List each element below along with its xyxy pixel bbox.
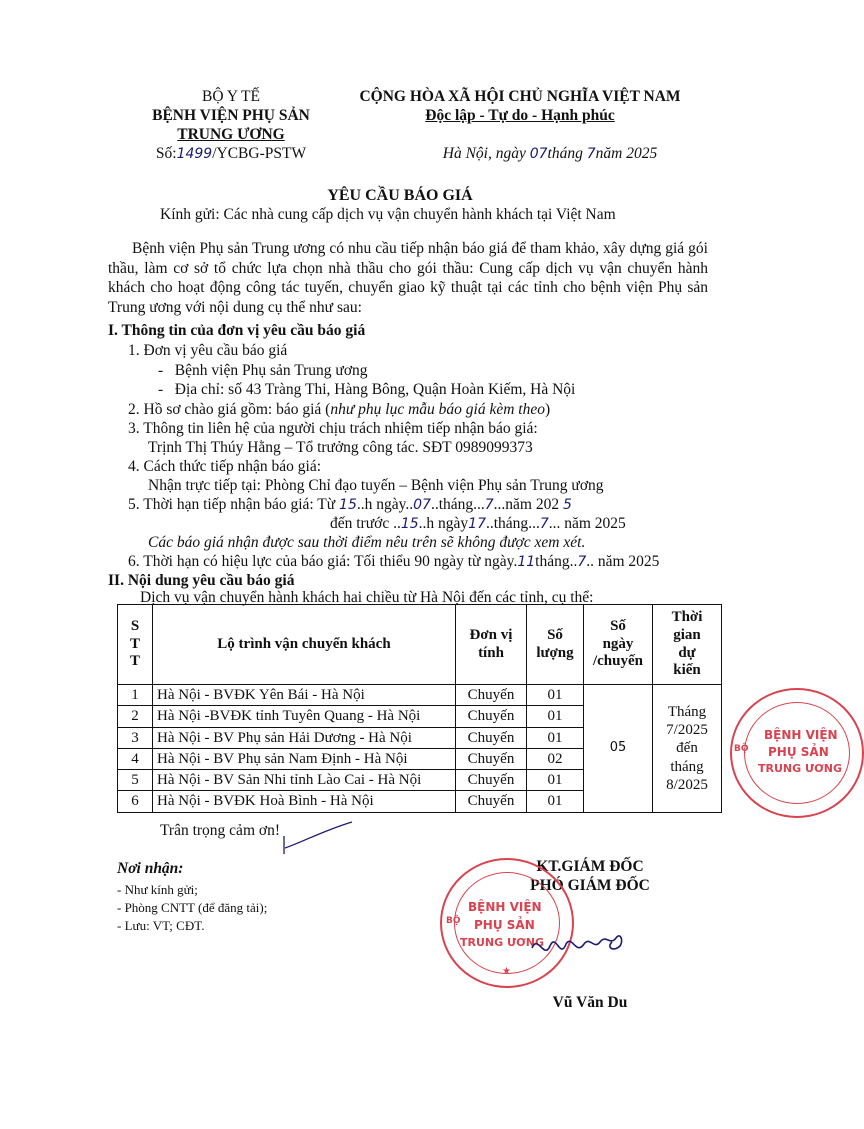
- col-header-route: Lộ trình vận chuyển khách: [153, 605, 456, 685]
- table-row: 4 Hà Nội - BV Phụ sản Nam Định - Hà Nội Chuyến 02: [118, 748, 722, 769]
- signature-title: KT.GIÁM ĐỐC PHÓ GIÁM ĐỐC: [530, 858, 650, 894]
- handwritten-signature: [528, 920, 628, 970]
- country-name: CỘNG HÒA XÃ HỘI CHỦ NGHĨA VIỆT NAM: [359, 88, 681, 105]
- recipients-line: Kính gửi: Các nhà cung cấp dịch vụ vận chuyển hành khách tại Việt Nam: [160, 206, 616, 223]
- recipients-list-item: - Phòng CNTT (để đăng tải);: [117, 900, 268, 915]
- col-header-days: Số ngày /chuyến: [584, 605, 653, 685]
- official-seal-stamp: BỆNH VIỆN PHỤ SẢN TRUNG ƯƠNG BỘ ★: [440, 858, 574, 988]
- document-title: YÊU CẦU BÁO GIÁ: [327, 187, 473, 204]
- issuer-block: [112, 88, 350, 164]
- initial-mark: [270, 818, 360, 858]
- recipients-list-item: - Như kính gửi;: [117, 882, 198, 897]
- section1-item5-to: đến trước ..15..h ngày17..tháng...7... năm 2025: [330, 515, 626, 532]
- col-header-unit: Đơn vị tính: [456, 605, 527, 685]
- section1-item3: 3. Thông tin liên hệ của người chịu trách nhiệm tiếp nhận báo giá:: [128, 420, 538, 437]
- page-seal-stamp: BỆNH VIỆN PHỤ SẢN TRUNG ƯƠNG BỘ: [730, 688, 864, 818]
- closing-thanks: Trân trọng cảm ơn!: [160, 822, 280, 839]
- section2-intro: Dịch vụ vận chuyển hành khách hai chiều từ Hà Nội đến các tỉnh, cụ thể:: [140, 589, 594, 606]
- date-month-handwritten: 7: [586, 145, 596, 162]
- document-date: Hà Nội, ngày 07tháng 7năm 2025: [442, 144, 658, 162]
- section1-item5-note: Các báo giá nhận được sau thời điểm nêu trên sẽ không được xem xét.: [148, 534, 586, 551]
- table-row: 2 Hà Nội -BVĐK tỉnh Tuyên Quang - Hà Nội Chuyến 01: [118, 706, 722, 727]
- table-row: 5 Hà Nội - BV Sản Nhi tỉnh Lào Cai - Hà Nội Chuyến 01: [118, 770, 722, 791]
- recipients-list-heading: Nơi nhận:: [117, 860, 184, 877]
- hospital-name-line2: TRUNG ƯƠNG: [177, 125, 285, 143]
- document-number-handwritten: 1499: [176, 145, 213, 162]
- document-number: Số:1499/YCBG-PSTW: [155, 144, 307, 162]
- date-day-handwritten: 07: [529, 145, 548, 162]
- section1-item1-address: - Địa chỉ: số 43 Tràng Thi, Hàng Bông, Quận Hoàn Kiếm, Hà Nội: [158, 381, 576, 398]
- national-header: [330, 88, 710, 164]
- section1-item4: 4. Cách thức tiếp nhận báo giá:: [128, 458, 322, 475]
- national-motto: Độc lập - Tự do - Hạnh phúc: [425, 106, 615, 124]
- hospital-name-line1: BỆNH VIỆN PHỤ SẢN: [152, 106, 310, 124]
- route-table: [117, 604, 722, 813]
- col-header-qty: Số lượng: [527, 605, 584, 685]
- signer-name: Vũ Văn Du: [552, 994, 628, 1011]
- table-row: 6 Hà Nội - BVĐK Hoà Bình - Hà Nội Chuyến 01: [118, 791, 722, 812]
- recipients-list-item: - Lưu: VT; CĐT.: [117, 918, 205, 933]
- expected-time-cell: Tháng 7/2025 đến tháng 8/2025: [653, 685, 722, 813]
- section1-item1-org: - Bệnh viện Phụ sản Trung ương: [158, 362, 368, 379]
- section2-heading: II. Nội dung yêu cầu báo giá: [108, 572, 295, 589]
- ministry-name: BỘ Y TẾ: [202, 88, 260, 105]
- section1-item4-detail: Nhận trực tiếp tại: Phòng Chỉ đạo tuyến – Bệnh viện Phụ sản Trung ương: [148, 477, 604, 494]
- section1-item5-from: 5. Thời hạn tiếp nhận báo giá: Từ 15..h ngày..07..tháng...7...năm 202 5: [128, 496, 572, 513]
- col-header-stt: S T T: [118, 605, 153, 685]
- section1-item6: 6. Thời hạn có hiệu lực của báo giá: Tối thiểu 90 ngày từ ngày.11tháng..7.. năm 2025: [128, 553, 660, 570]
- section1-heading: I. Thông tin của đơn vị yêu cầu báo giá: [108, 322, 366, 339]
- intro-paragraph: Bệnh viện Phụ sản Trung ương có nhu cầu tiếp nhận báo giá để tham khảo, xây dựng giá gói thầu, làm cơ sở tổ chức lựa chọn nhà thầu cho gói thầu: Cung cấp dịch vụ vận chuyển hành khách cho hoạt động công tác tuyến, chuyển giao kỹ thuật tại các tỉnh cho bệnh viện Phụ sản Trung ương với nội dung cụ thể như sau:: [108, 240, 708, 316]
- section1-item3-contact: Trịnh Thị Thúy Hằng – Tổ trưởng công tác. SĐT 0989099373: [148, 439, 533, 456]
- section1-item1: 1. Đơn vị yêu cầu báo giá: [128, 342, 288, 359]
- table-row: 1 Hà Nội - BVĐK Yên Bái - Hà Nội Chuyến 01 05 Tháng 7/2025 đến tháng 8/2025: [118, 685, 722, 706]
- table-row: 3 Hà Nội - BV Phụ sản Hải Dương - Hà Nội Chuyến 01: [118, 727, 722, 748]
- days-per-trip-cell: 05: [584, 685, 653, 813]
- col-header-time: Thời gian dự kiến: [653, 605, 722, 685]
- section1-item2: 2. Hồ sơ chào giá gồm: báo giá (như phụ lục mẫu báo giá kèm theo): [128, 401, 551, 418]
